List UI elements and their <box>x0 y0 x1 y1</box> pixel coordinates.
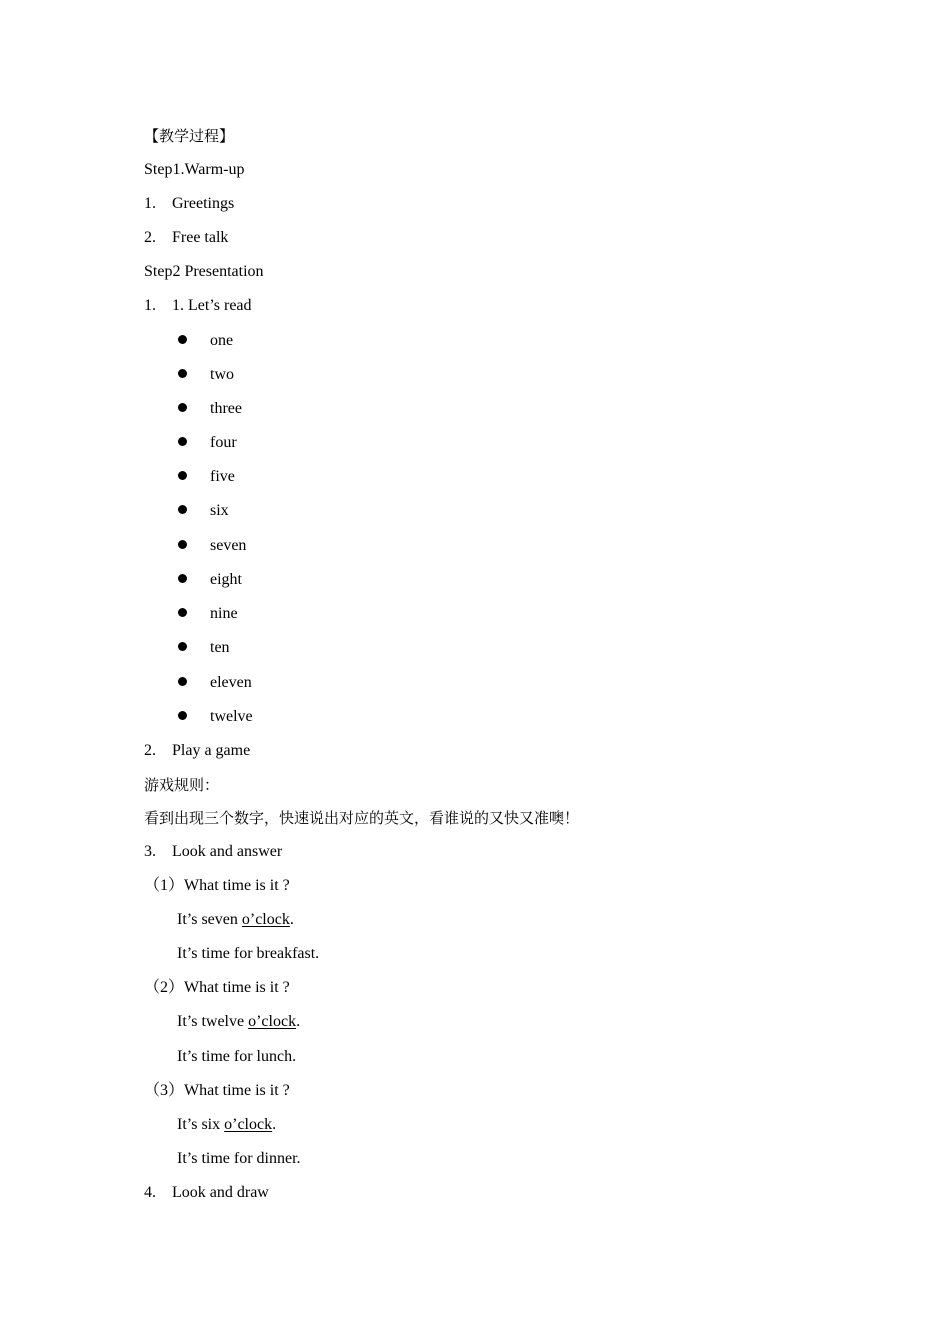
list-number: 4. <box>144 1184 156 1201</box>
word-item <box>178 603 238 625</box>
answer-followup: It’s time for breakfast. <box>177 945 320 962</box>
rules-text: 看到出现三个数字，快速说出对应的英文，看谁说的又快又准噢！ <box>144 809 580 827</box>
step1-title: Step1.Warm-up <box>144 161 245 178</box>
underlined-word: o’clock <box>248 1013 297 1030</box>
word-text: three <box>210 400 242 417</box>
word-item <box>178 398 242 420</box>
answer-followup: It’s time for dinner. <box>177 1150 301 1167</box>
bullet-icon <box>178 677 187 686</box>
bullet-icon <box>178 574 187 583</box>
rules-label: 游戏规则： <box>144 776 220 794</box>
answer-followup: It’s time for lunch. <box>177 1048 297 1065</box>
answer <box>177 1011 300 1033</box>
word-text: ten <box>210 639 230 656</box>
bullet-icon <box>178 540 187 549</box>
bullet-icon <box>178 711 187 720</box>
word-item <box>178 706 253 728</box>
list-item <box>144 193 234 215</box>
word-item <box>178 500 229 522</box>
question: （3）What time is it ? <box>144 1082 290 1099</box>
question: （1）What time is it ? <box>144 877 290 894</box>
list-number: 1. <box>144 297 156 314</box>
underlined-word: o’clock <box>241 911 290 928</box>
bullet-icon <box>178 505 187 514</box>
bullet-icon <box>178 642 187 651</box>
underlined-word: o’clock <box>224 1116 273 1133</box>
answer-punct: . <box>296 1013 301 1030</box>
bullet-icon <box>178 403 187 412</box>
list-item <box>144 227 228 249</box>
word-item <box>178 535 246 557</box>
word-text: twelve <box>210 708 253 725</box>
list-number: 1. <box>144 195 156 212</box>
word-text: eight <box>210 571 242 588</box>
list-item <box>144 295 252 317</box>
list-number: 3. <box>144 843 156 860</box>
word-text: seven <box>210 537 247 554</box>
step2-title: Step2 Presentation <box>144 263 264 280</box>
answer-text: It’s twelve <box>177 1013 249 1030</box>
answer-punct: . <box>289 911 294 928</box>
word-item <box>178 637 230 659</box>
word-text: four <box>210 434 237 451</box>
answer-punct: . <box>272 1116 277 1133</box>
answer <box>177 909 294 931</box>
question: （2）What time is it ? <box>144 979 290 996</box>
word-text: six <box>210 502 229 519</box>
list-text: Free talk <box>172 229 229 246</box>
word-item <box>178 569 242 591</box>
word-item <box>178 330 233 352</box>
bullet-icon <box>178 369 187 378</box>
word-item <box>178 466 235 488</box>
list-text: Look and answer <box>172 843 283 860</box>
word-item <box>178 364 234 386</box>
list-number: 2. <box>144 229 156 246</box>
bullet-icon <box>178 471 187 480</box>
answer-text: It’s seven <box>177 911 242 928</box>
list-item <box>144 841 282 863</box>
word-text: five <box>210 468 235 485</box>
word-text: nine <box>210 605 238 622</box>
section-heading: 【教学过程】 <box>144 127 235 145</box>
word-text: one <box>210 332 234 349</box>
list-text: Look and draw <box>172 1184 269 1201</box>
word-text: eleven <box>210 674 252 691</box>
list-item <box>144 740 250 762</box>
list-text: 1. Let’s read <box>172 297 252 314</box>
bullet-icon <box>178 608 187 617</box>
word-item <box>178 432 237 454</box>
list-text: Greetings <box>172 195 235 212</box>
bullet-icon <box>178 335 187 344</box>
bullet-icon <box>178 437 187 446</box>
word-item <box>178 672 252 694</box>
answer <box>177 1114 276 1136</box>
answer-text: It’s six <box>177 1116 225 1133</box>
word-text: two <box>210 366 234 383</box>
list-item <box>144 1182 269 1204</box>
list-text: Play a game <box>172 742 251 759</box>
list-number: 2. <box>144 742 156 759</box>
